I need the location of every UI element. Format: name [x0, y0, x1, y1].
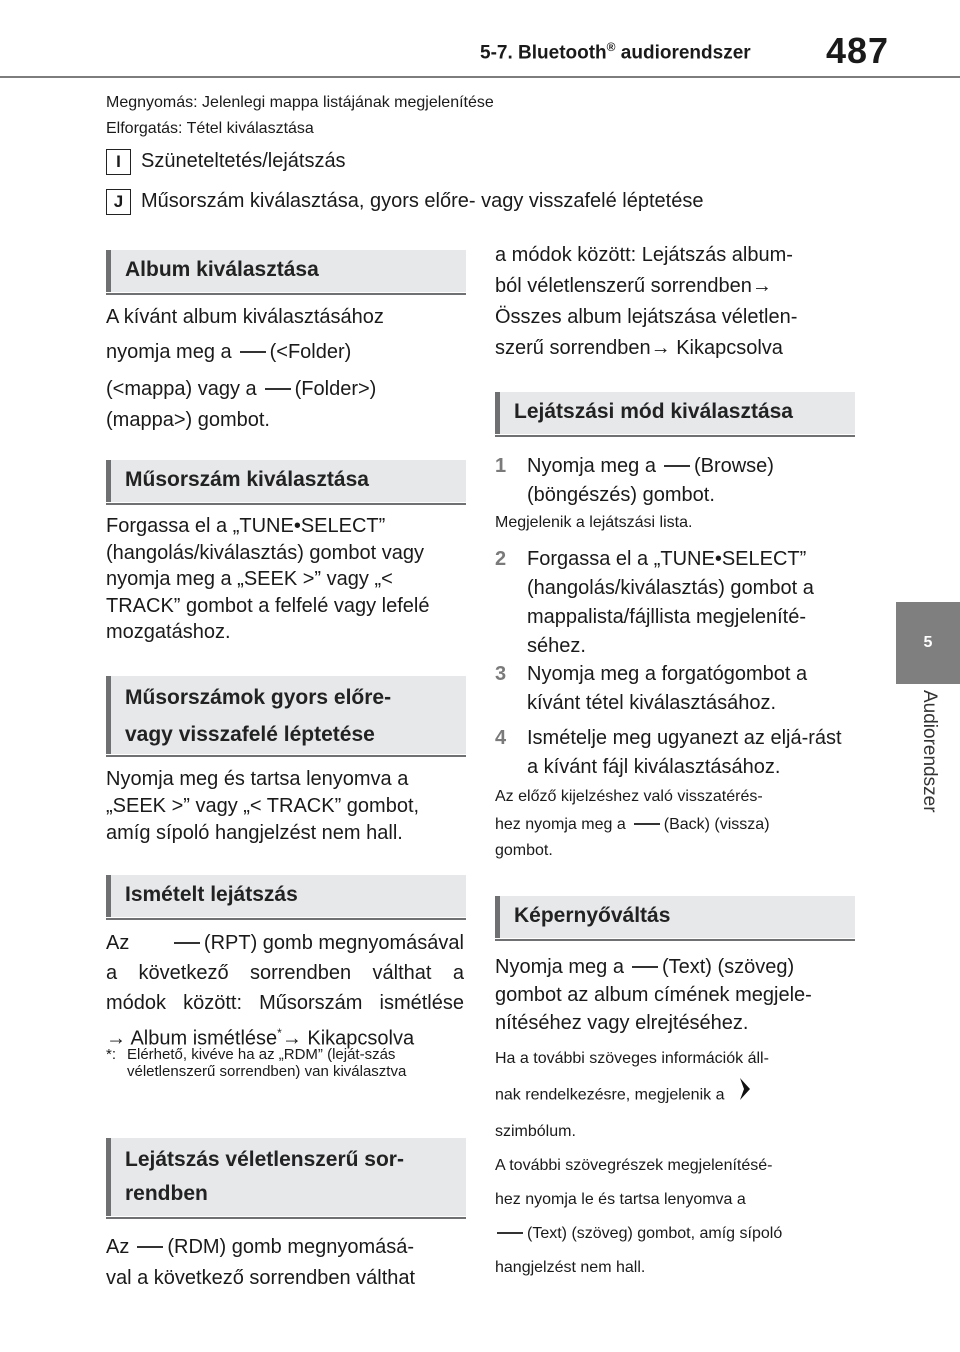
step-4: 4 Ismételje meg ugyanezt az eljá-rást a kívánt fájl kiválasztásához.	[495, 727, 842, 778]
step-1: 1 Nyomja meg a (Browse) (böngészés) gombot.	[495, 455, 774, 506]
page-number: 487	[826, 30, 890, 71]
section-heading-track: Műsorszám kiválasztása	[106, 460, 466, 502]
section-heading-ffrew: Műsorszámok gyors előre- vagy visszafelé léptetése	[106, 676, 466, 754]
track-text: Forgassa el a „TUNE•SELECT” (hangolás/kiválasztás) gombot vagy nyomja meg a „SEEK >” vagy „< TRACK” gombot a felfelé vagy lefelé mozgatáshoz.	[106, 515, 430, 643]
rdm-button-icon	[137, 1246, 163, 1258]
footnote-mark: *:	[106, 1046, 117, 1063]
folder-next-button-icon	[265, 388, 291, 400]
intro-item: J Műsorszám kiválasztása, gyors előre- vagy visszafelé léptetése	[106, 186, 703, 217]
album-text: A kívánt album kiválasztásához nyomja meg a (<Folder) (<mappa) vagy a (Folder>) (mappa>) gombot.	[106, 306, 384, 431]
screen-text: Nyomja meg a (Text) (szöveg) gombot az album címének megjele- nítéséhez vagy elrejtéséhez.	[495, 956, 812, 1034]
back-button-icon	[634, 823, 660, 835]
text-button-icon	[497, 1232, 523, 1244]
browse-button-icon	[664, 465, 690, 477]
section-heading-album: Album kiválasztása	[106, 250, 466, 292]
section-heading-screen: Képernyőváltás	[495, 896, 855, 938]
screen-note: Ha a további szöveges információk áll- nak rendelkezésre, megjelenik a szimbólum. A további szövegrészek megjelenítésé- hez nyomja le és tartsa lenyomva a (Text) (szöveg) gombot, amíg sípoló hangjelzést nem hall.	[495, 1050, 783, 1276]
repeat-text: Az (RPT) gomb megnyomásával a következő sorrendben válthat a módok között: Műsorszám ismétlése → Album ismétlése*→ Kikapcsolva	[106, 932, 464, 1050]
press-line: Megnyomás: Jelenlegi mappa listájának megjelenítése	[106, 94, 494, 111]
header-rule	[0, 76, 960, 78]
text-button-icon	[632, 966, 658, 978]
intro-item: I Szüneteltetés/lejátszás	[106, 146, 346, 177]
list-note: Megjelenik a lejátszási lista.	[495, 514, 693, 531]
random-continued: a módok között: Lejátszás album- ból véletlenszerű sorrendben→ Összes album lejátszása véletlen- szerű sorrendben→ Kikapcsolva	[495, 244, 798, 359]
random-text: Az (RDM) gomb megnyomásá- val a következő sorrendben válthat	[106, 1236, 416, 1289]
key-label: I	[106, 149, 131, 175]
rotate-line: Elforgatás: Tétel kiválasztása	[106, 120, 314, 137]
footnote-text: Elérhető, kivéve ha az „RDM” (leját-szás véletlenszerű sorrendben) van kiválasztva	[127, 1046, 407, 1080]
folder-prev-button-icon	[240, 351, 266, 363]
chapter-tab: 5	[896, 602, 960, 684]
rpt-button-icon	[174, 942, 200, 954]
chapter-label: Audiorendszer	[919, 690, 940, 813]
step-3: 3 Nyomja meg a forgatógombot a kívánt tétel kiválasztásához.	[495, 663, 808, 714]
more-text-icon	[738, 1076, 752, 1115]
section-heading-repeat: Ismételt lejátszás	[106, 875, 466, 917]
key-label: J	[106, 189, 131, 215]
back-note: Az előző kijelzéshez való visszatérés- hez nyomja meg a (Back) (vissza) gombot.	[495, 788, 770, 859]
section-heading-random: Lejátszás véletlenszerű sor- rendben	[106, 1138, 466, 1216]
ffrew-text: Nyomja meg és tartsa lenyomva a „SEEK >” vagy „< TRACK” gombot, amíg sípoló hangjelzést nem hall.	[106, 768, 420, 844]
section-heading-mode: Lejátszási mód kiválasztása	[495, 392, 855, 434]
step-2: 2 Forgassa el a „TUNE•SELECT” (hangolás/kiválasztás) gombot a mappalista/fájllista megjeleníté-séhez.	[495, 548, 814, 657]
section-title: 5-7. Bluetooth® audiorendszer	[480, 40, 751, 64]
